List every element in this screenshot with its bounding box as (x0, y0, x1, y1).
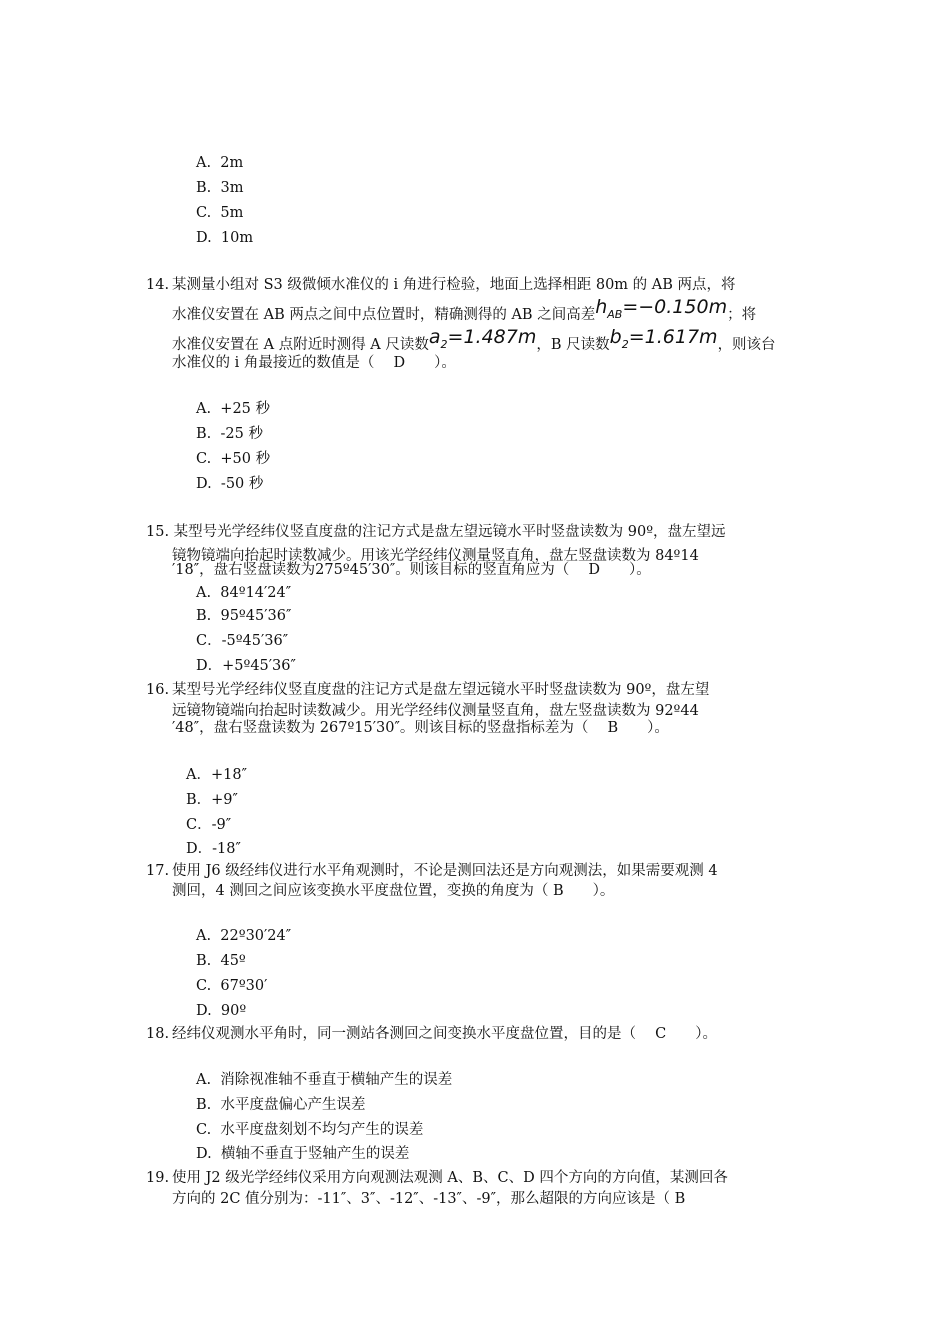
q18-option-c: C. 水平度盘刻划不均匀产生的误差 (196, 1122, 424, 1138)
q19-line-2: 方向的 2C 值分别为：-11″、3″、-12″、-13″、-9″，那么超限的方向应该是（ B (172, 1191, 686, 1207)
q18-line-1: 经纬仪观测水平角时，同一测站各测回之间变换水平度盘位置，目的是（ C ）。 (172, 1026, 717, 1042)
q14-line-2-text: 水准仪安置在 AB 两点之间中点位置时，精确测得的 AB 之间高差 (172, 307, 596, 323)
q14-line-4: 水准仪的 i 角最接近的数值是（ D ）。 (172, 355, 456, 371)
q16-option-c: C．-9″ (186, 817, 232, 833)
q14-formula-h: $h_{AB}=-0.150m$ (595, 296, 728, 321)
q14-line-1: 某测量小组对 S3 级微倾水准仪的 i 角进行检验，地面上选择相距 80m 的 AB 两点，将 (172, 277, 736, 293)
q16-option-d: D．-18″ (186, 841, 241, 857)
q14-option-d: D. -50 秒 (196, 476, 264, 492)
q17-line-2: 测回，4 测回之间应该变换水平度盘位置，变换的角度为（ B ）。 (172, 883, 615, 899)
q14-option-a: A. +25 秒 (196, 401, 271, 417)
q14-line-3-mid: ，B 尺读数 (536, 337, 610, 353)
q14-line-3-tail: ，则该台 (717, 337, 776, 353)
q17-line-1: 使用 J6 级经纬仪进行水平角观测时，不论是测回法还是方向观测法，如果需要观测 4 (172, 863, 718, 879)
q14-option-b: B. -25 秒 (196, 426, 263, 442)
q14-line-3-text: 水准仪安置在 A 点附近时测得 A 尺读数 (172, 337, 429, 353)
q19-line-1: 使用 J2 级光学经纬仪采用方向观测法观测 A、B、C、D 四个方向的方向值，某测回各 (172, 1170, 728, 1186)
q14-option-c: C. +50 秒 (196, 451, 271, 467)
q14-number: 14. (146, 277, 170, 293)
q17-option-d: D. 90º (196, 1003, 247, 1019)
q17-option-a: A. 22º30′24″ (196, 928, 292, 944)
q14-formula-a: $a_2=1.487m$ (428, 326, 537, 351)
q16-number: 16. (146, 682, 170, 698)
q15-option-c: C．-5º45′36″ (196, 633, 289, 649)
q13-option-b: B. 3m (196, 180, 244, 196)
q16-line-1: 某型号光学经纬仪竖直度盘的注记方式是盘左望远镜水平时竖盘读数为 90º，盘左望 (172, 682, 710, 698)
q13-option-c: C. 5m (196, 205, 244, 221)
q16-option-b: B．+9″ (186, 792, 238, 808)
q15-option-d: D．+5º45′36″ (196, 658, 296, 674)
q17-option-b: B. 45º (196, 953, 246, 969)
q15-line-3: ′18″，盘右竖盘读数为275º45′30″。则该目标的竖直角应为（ D ）。 (172, 562, 651, 578)
q18-option-a: A. 消除视准轴不垂直于横轴产生的误差 (196, 1072, 453, 1088)
q15-option-b: B. 95º45′36″ (196, 608, 292, 624)
q17-option-c: C. 67º30′ (196, 978, 268, 994)
q13-option-a: A. 2m (196, 155, 244, 171)
q16-option-a: A．+18″ (186, 767, 247, 783)
q16-line-2: 远镜物镜端向抬起时读数减少。用光学经纬仪测量竖直角，盘左竖盘读数为 92º44 (172, 703, 699, 719)
q18-option-d: D. 横轴不垂直于竖轴产生的误差 (196, 1146, 410, 1162)
q18-option-b: B. 水平度盘偏心产生误差 (196, 1097, 366, 1113)
q19-number: 19. (146, 1170, 170, 1186)
q17-number: 17. (146, 863, 170, 879)
q15-line-1: 15. 某型号光学经纬仪竖直度盘的注记方式是盘左望远镜水平时竖盘读数为 90º，盘左望远 (146, 524, 726, 540)
q15-option-a: A. 84º14′24″ (196, 585, 292, 601)
q15-line-2: 镜物镜端向抬起时读数减少。用该光学经纬仪测量竖直角，盘左竖盘读数为 84º14 (172, 548, 699, 564)
q13-option-d: D. 10m (196, 230, 254, 246)
q14-line-2-tail: ；将 (727, 307, 757, 323)
q14-formula-b: $b_2=1.617m$ (609, 326, 718, 351)
q16-line-3: ′48″，盘右竖盘读数为 267º15′30″。则该目标的竖盘指标差为（ B ）。 (172, 720, 669, 736)
q18-number: 18. (146, 1026, 170, 1042)
